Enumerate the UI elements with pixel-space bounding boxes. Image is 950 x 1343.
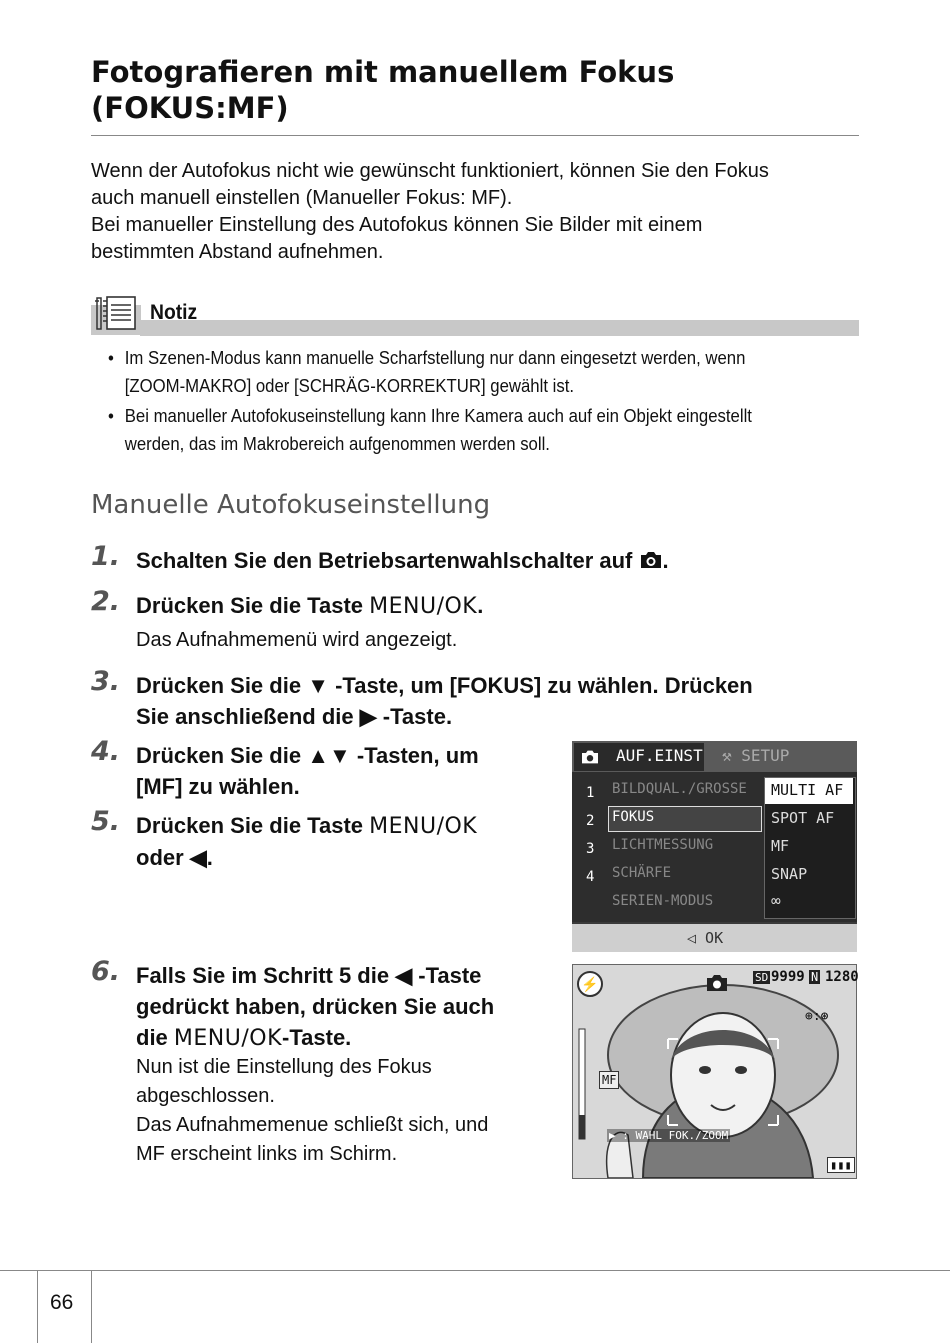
option: MF [771,837,790,855]
step-text: -Taste. [376,704,453,729]
footer-rule [0,1270,950,1271]
step-text: -Taste. [282,1025,352,1050]
section-title: Manuelle Autofokuseinstellung [91,490,491,520]
flash-off-icon: ⚡ [577,971,603,997]
left-arrow-icon: ◀ [189,845,207,870]
shots-remaining: 9999 [771,969,805,985]
title-divider [91,135,859,136]
note-item-line: [ZOOM-MAKRO] oder [SCHRÄG-KORREKTUR] gewählt ist. [124,376,575,396]
tab-label: AUF.EINST [616,746,703,765]
step-text-end: . [662,548,669,573]
step-sub-line: Das Aufnahmemenue schließt sich, und [136,1114,489,1136]
step-number: 4. [91,736,121,767]
menu-items [608,779,762,919]
option: ∞ [771,891,781,910]
step-sub-line: Nun ist die Einstellung des Fokus [136,1056,432,1078]
step-6-sub [136,1053,566,1169]
step-3-text [136,670,866,732]
quality-icon: N [811,970,819,984]
intro-paragraph [91,158,871,266]
camera-icon [639,550,663,570]
step-2-text [136,590,856,622]
mf-badge: MF [599,1071,619,1089]
page-numbers [580,783,602,913]
menu-item: FOKUS [612,809,655,825]
page-number: 1 [586,785,595,801]
step-text: -Taste [412,963,482,988]
note-header-bar [140,320,859,336]
intro-line: auch manuell einstellen (Manueller Fokus: MF). [91,187,513,209]
page-number: 66 [50,1291,74,1314]
zoom-focus-icon: ⊕:⊛ [805,1009,829,1024]
menu-item: SCHÄRFE [612,865,672,881]
page-number: 2 [586,813,595,829]
notepad-icon [91,295,141,335]
footer-divider [91,1270,92,1343]
title-line-2: (FOKUS:MF) [91,91,289,125]
page-title [91,54,861,126]
note-item-line: Bei manueller Autofokuseinstellung kann Ihre Kamera auch auf ein Objekt eingestellt [124,406,752,426]
option: SNAP [771,865,808,883]
step-text: Drücken Sie die [136,743,308,768]
step-6-text [136,960,566,1054]
step-number: 6. [91,956,121,987]
note-item-line: Im Szenen-Modus kann manuelle Scharfstellung nur dann eingesetzt werden, wenn [124,348,746,368]
sd-card-icon: SD [755,971,769,984]
battery-icon: ▮▮▮ [827,1157,855,1173]
step-number: 3. [91,666,121,697]
menu-ok-label: MENU/OK [173,1026,283,1051]
option: MULTI AF [771,781,844,799]
step-5-text [136,810,566,873]
left-arrow-icon: ◀ [395,963,413,988]
menu-item: LICHTMESSUNG [612,837,714,853]
wrench-icon: ⚒ [722,746,742,765]
footer-hint: ◁ OK [687,929,724,947]
note-title: Notiz [150,301,198,324]
page-number: 3 [586,841,595,857]
step-text: Drücken Sie die Taste [136,593,370,618]
step-1-text [136,545,856,576]
tab-setup [722,746,789,765]
up-down-arrows-icon: ▲▼ [307,743,351,768]
footer-divider [37,1270,38,1343]
option: SPOT AF [771,809,835,827]
step-text: -Taste, um [FOKUS] zu wählen. Drücken [328,673,753,698]
control-hint: ▶ : WAHL FOK./ZOOM [609,1129,729,1142]
note-list [108,344,848,460]
down-arrow-icon: ▼ [307,673,329,698]
step-text: oder [136,845,190,870]
intro-line: Wenn der Autofokus nicht wie gewünscht funktioniert, können Sie den Fokus [91,160,769,182]
menu-ok-label: MENU/OK [369,594,478,619]
note-item-line: werden, das im Makrobereich aufgenommen werden soll. [124,434,550,454]
note-item [108,344,869,400]
menu-ok-label: MENU/OK [369,814,478,839]
camera-mode-icon [705,973,729,993]
step-text-end: . [477,593,484,618]
step-number: 5. [91,806,121,837]
step-text: Drücken Sie die [136,673,308,698]
right-arrow-icon: ▶ [359,704,377,729]
camera-icon [580,749,600,765]
step-4-text [136,740,566,802]
page-number: 4 [586,869,595,885]
step-text: die [136,1025,174,1050]
step-2-sub: Das Aufnahmemenü wird angezeigt. [136,629,458,651]
tab-auf-einst [574,743,704,771]
step-number: 2. [91,586,121,617]
step-text: Schalten Sie den Betriebsartenwahlschalter auf [136,548,639,573]
step-text: gedrückt haben, drücken Sie auch [136,994,495,1019]
intro-line: Bei manueller Einstellung des Autofokus können Sie Bilder mit einem [91,214,703,236]
step-text: -Tasten, um [350,743,479,768]
menu-item: SERIEN-MODUS [612,893,714,909]
options-panel [764,777,856,919]
step-number: 1. [91,541,121,572]
camera-liveview-screenshot [572,964,857,1179]
intro-line: bestimmten Abstand aufnehmen. [91,241,384,263]
step-sub-line: MF erscheint links im Schirm. [136,1143,398,1165]
title-line-1: Fotografieren mit manuellem Fokus [91,55,675,89]
step-text: Falls Sie im Schritt 5 die [136,963,396,988]
menu-footer [572,924,857,952]
image-size: 1280 [825,969,859,985]
step-text: Sie anschließend die [136,704,360,729]
step-text-end: . [206,845,213,870]
step-text: [MF] zu wählen. [136,774,300,799]
step-text: Drücken Sie die Taste [136,813,370,838]
note-item [108,402,869,458]
camera-menu-screenshot [572,741,857,952]
step-sub-line: abgeschlossen. [136,1085,275,1107]
tab-label: SETUP [741,746,790,765]
menu-item: BILDQUAL./GROSSE [612,781,747,797]
